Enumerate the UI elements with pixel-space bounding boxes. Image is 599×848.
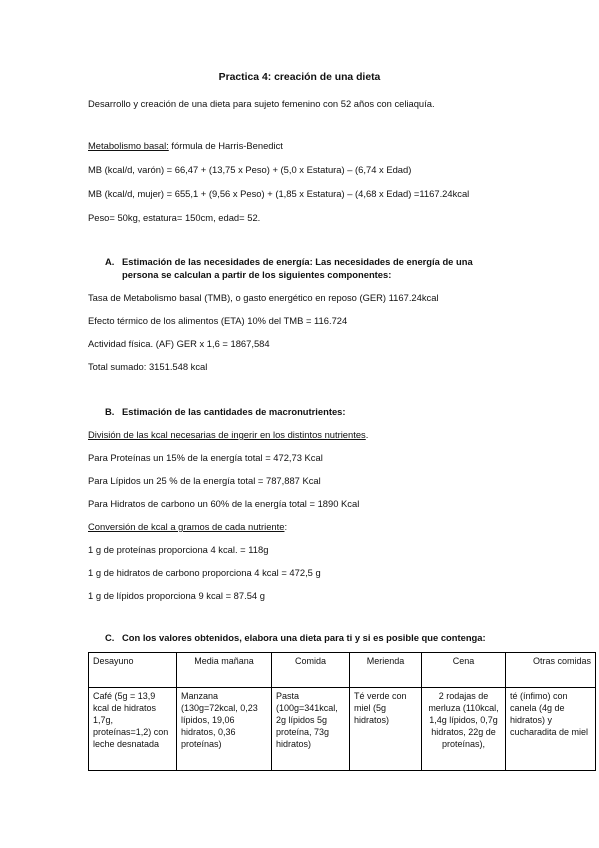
section-a-total: Total sumado: 3151.548 kcal: [88, 361, 208, 372]
section-a-line: Tasa de Metabolismo basal (TMB), o gasto energético en reposo (GER) 1167.24kcal: [88, 292, 439, 303]
division-line: Para Lípidos un 25 % de la energía total = 787,887 Kcal: [88, 475, 321, 486]
section-c-letter: C.: [105, 632, 115, 643]
formula-male: MB (kcal/d, varón) = 66,47 + (13,75 x Peso) + (5,0 x Estatura) – (6,74 x Edad): [88, 164, 412, 175]
page-title: Practica 4: creación de una dieta: [218, 72, 381, 83]
table-cell: té (ínfimo) con canela (4g de hidratos) y cucharadita de miel: [510, 691, 589, 737]
table-cell: Café (5g = 13,9 kcal de hidratos 1,7g, proteínas=1,2) con leche desnatada: [93, 691, 169, 749]
division-line: Para Proteínas un 15% de la energía total = 472,73 Kcal: [88, 452, 323, 463]
table-cell: 2 rodajas de merluza (110kcal, 1,4g lípidos, 0,7g hidratos, 22g de proteínas),: [428, 691, 499, 749]
table-cell: Té verde con miel (5g hidratos): [354, 691, 407, 725]
conversion-line: 1 g de lípidos proporciona 9 kcal = 87.54 g: [88, 590, 265, 601]
table-header-cell: Merienda: [366, 656, 405, 666]
metabolism-heading-rest: fórmula de Harris-Benedict: [168, 140, 283, 151]
section-a-line: Actividad física. (AF) GER x 1,6 = 1867,584: [88, 338, 270, 349]
table-header-cell: Cena: [452, 656, 475, 666]
table-header-cell: Comida: [294, 656, 326, 666]
conversion-heading-line: Conversión de kcal a gramos de cada nutriente:: [88, 521, 288, 532]
section-a-line: Efecto térmico de los alimentos (ETA) 10% del TMB = 116.724: [88, 315, 348, 326]
section-b-letter: B.: [105, 406, 115, 417]
section-c-heading: Con los valores obtenidos, elabora una dieta para ti y si es posible que contenga:: [122, 632, 486, 643]
diet-table: [88, 652, 596, 771]
intro-text: Desarrollo y creación de una dieta para sujeto femenino con 52 años con celiaquía.: [88, 98, 435, 109]
division-line: Para Hidratos de carbono un 60% de la energía total = 1890 Kcal: [88, 498, 360, 509]
division-heading-line: División de las kcal necesarias de ingerir en los distintos nutrientes.: [88, 429, 369, 440]
table-cell: Pasta (100g=341kcal, 2g lípidos 5g proteína, 73g hidratos): [276, 691, 338, 749]
metabolism-heading-line: [88, 140, 283, 152]
conversion-line: 1 g de hidratos de carbono proporciona 4 kcal = 472,5 g: [88, 567, 321, 578]
division-heading: División de las kcal necesarias de ingerir en los distintos nutrientes: [88, 429, 366, 440]
table-header-cell: Otras comidas: [532, 656, 591, 666]
table-header-cell: Media mañana: [194, 656, 254, 666]
table-cell: Manzana (130g=72kcal, 0,23 lípidos, 19,06 hidratos, 0,36 proteínas): [181, 691, 258, 749]
subject-params: Peso= 50kg, estatura= 150cm, edad= 52.: [88, 212, 261, 223]
formula-female: MB (kcal/d, mujer) = 655,1 + (9,56 x Peso) + (1,85 x Estatura) – (4,68 x Edad) =1167.24kcal: [88, 188, 470, 199]
table-header-cell: Desayuno: [93, 656, 134, 666]
metabolism-heading: Metabolismo basal:: [88, 140, 169, 151]
section-b-heading: Estimación de las cantidades de macronutrientes:: [122, 406, 346, 417]
conversion-line: 1 g de proteínas proporciona 4 kcal. = 118g: [88, 544, 269, 555]
table-row: [89, 688, 596, 771]
section-a-letter: A.: [105, 256, 115, 267]
conversion-heading: Conversión de kcal a gramos de cada nutriente: [88, 521, 285, 532]
table-header-row: [89, 653, 596, 688]
section-a-heading: Estimación de las necesidades de energía: Las necesidades de energía de una persona se calculan a partir de los siguientes componentes:: [122, 256, 473, 280]
